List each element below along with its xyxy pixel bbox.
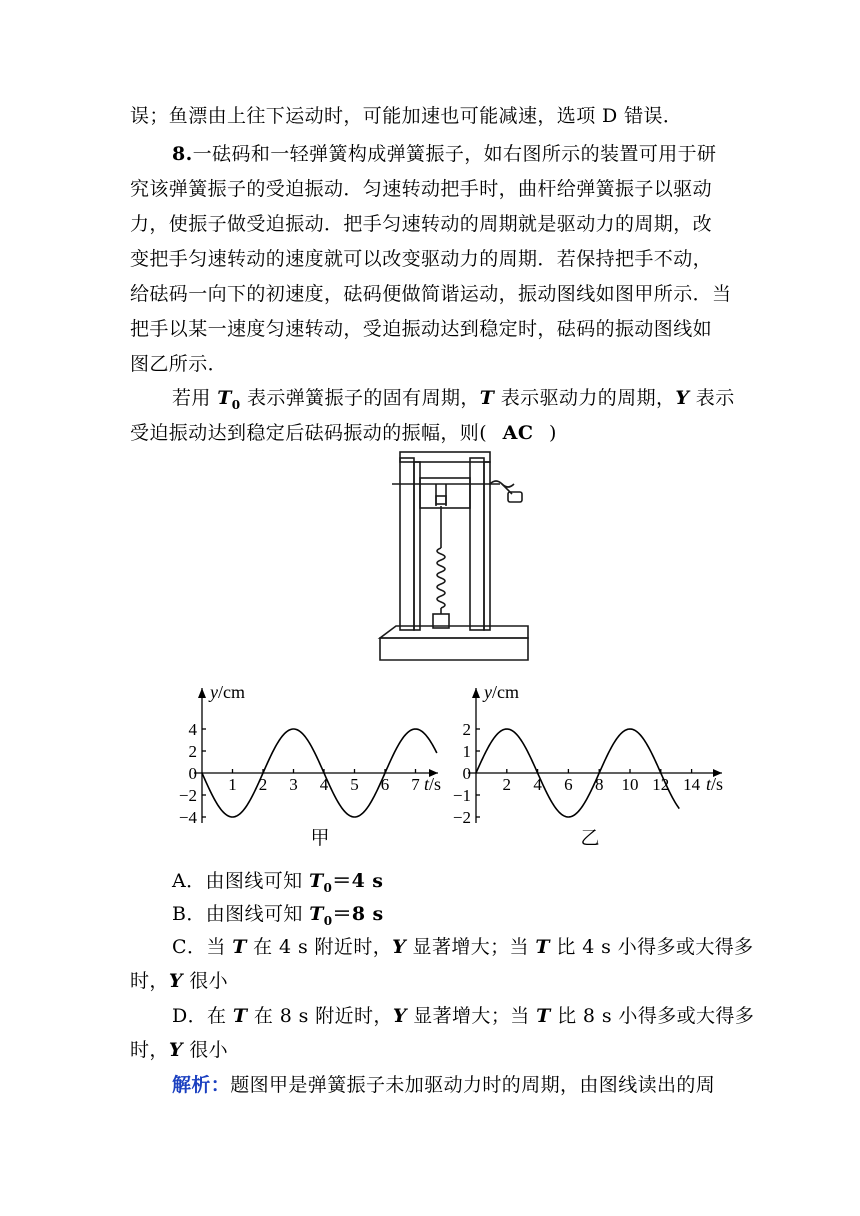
option-b-text: B．由图线可知 (172, 903, 310, 925)
x-tick-label: 12 (652, 775, 670, 794)
subscript: 0 (323, 880, 333, 895)
symbol-T: T (535, 936, 550, 958)
apparatus-figure (370, 448, 540, 670)
option-b (172, 901, 740, 934)
option-a-text: A．由图线可知 (172, 870, 309, 892)
text-run: 表示弹簧振子的固有周期， (240, 387, 480, 409)
y-axis-arrow (472, 688, 480, 698)
text-run: 在 8 s 附近时， (247, 1005, 393, 1027)
x-tick-label: 6 (564, 775, 573, 794)
x-tick-label: 10 (621, 775, 639, 794)
base-top (380, 626, 528, 638)
symbol-T: T (536, 1005, 551, 1027)
x-axis-label: t/s (706, 774, 724, 794)
option-a (172, 868, 740, 901)
y-axis-label: y/cm (210, 682, 245, 702)
question-text: 给砝码一向下的初速度，砝码便做简谐运动，振动图线如图甲所示．当 (130, 283, 732, 305)
question-8-line (172, 141, 740, 167)
crank-block (436, 496, 446, 504)
right-post-side (484, 462, 490, 630)
text-line (130, 420, 740, 446)
chart-jia-axes (179, 682, 441, 849)
y-tick-label: −2 (178, 786, 197, 805)
text-line (130, 281, 740, 307)
analysis-text: 题图甲是弹簧振子未加驱动力时的周期，由图线读出的周 (230, 1074, 716, 1096)
text-line (172, 385, 740, 418)
option-c (172, 934, 754, 960)
text-run: 很小 (182, 970, 229, 992)
question-text: 把手以某一速度匀速转动，受迫振动达到稳定时，砝码的振动图线如 (130, 318, 713, 340)
y-tick-label: 0 (462, 764, 471, 783)
x-tick-label: 5 (350, 775, 359, 794)
x-tick-label: 7 (411, 775, 420, 794)
question-text: 一砝码和一轻弹簧构成弹簧振子，如右图所示的装置可用于研 (192, 143, 717, 165)
x-tick-label: 2 (502, 775, 512, 794)
symbol-T0: T (217, 387, 232, 409)
question-text: 变把手匀速转动的速度就可以改变驱动力的周期．若保持把手不动， (130, 248, 713, 270)
spring (437, 548, 445, 608)
y-tick-label: 0 (188, 764, 197, 783)
text-run: C．当 (172, 936, 233, 958)
text-run: 比 8 s 小得多或大得多 (550, 1005, 755, 1027)
text-run: 很小 (182, 1039, 229, 1061)
y-tick-label: −1 (452, 786, 471, 805)
option-a-value: ＝4 s (332, 870, 384, 892)
y-tick-label: −2 (452, 808, 471, 827)
option-d (172, 1003, 755, 1029)
symbol-Y: Y (675, 387, 690, 409)
text-run: 表示驱动力的周期， (494, 387, 676, 409)
text-line (130, 103, 740, 129)
text-line (130, 176, 740, 202)
text-run: 显著增大；当 (406, 1005, 537, 1027)
symbol-Y: Y (392, 936, 407, 958)
symbol-Y: Y (168, 970, 183, 992)
crank-rod (502, 484, 512, 494)
option-b-value: ＝8 s (332, 903, 384, 925)
y-tick-label: 2 (462, 720, 471, 739)
text-line (130, 316, 740, 342)
x-tick-label: 6 (380, 775, 390, 794)
y-tick-label: −4 (178, 808, 197, 827)
chart-yi (440, 678, 740, 863)
crank-handle (508, 492, 522, 502)
x-tick-label: 1 (228, 775, 237, 794)
text-line (130, 246, 740, 272)
x-axis-label: t/s (424, 774, 442, 794)
symbol-T: T (232, 936, 247, 958)
x-tick-label: 8 (594, 775, 604, 794)
base-front (380, 638, 528, 660)
chart-yi-axes (453, 682, 723, 849)
symbol-Y: Y (168, 1039, 183, 1061)
symbol-T0: T (308, 870, 324, 892)
y-axis-arrow (198, 688, 206, 698)
text-run: ) (549, 422, 557, 444)
x-tick-label: 3 (289, 775, 298, 794)
question-text: 力，使振子做受迫振动．把手匀速转动的周期就是驱动力的周期，改 (130, 213, 713, 235)
subscript: 0 (231, 397, 241, 412)
question-text: 究该弹簧振子的受迫振动．匀速转动把手时，曲杆给弹簧振子以驱动 (130, 178, 713, 200)
chart-caption: 甲 (310, 828, 330, 849)
text-run: 显著增大；当 (406, 936, 536, 958)
answer-blank: AC (502, 422, 534, 444)
analysis-label: 解析： (172, 1074, 231, 1096)
chart-caption: 乙 (580, 828, 600, 849)
option-c-cont (130, 968, 740, 994)
x-tick-label: 14 (683, 775, 701, 794)
option-d-cont (130, 1037, 740, 1063)
text-line (130, 211, 740, 237)
x-tick-label: 4 (533, 775, 542, 794)
subscript: 0 (323, 913, 333, 928)
text-run: 若用 (172, 387, 218, 409)
x-tick-label: 2 (258, 775, 268, 794)
text-run: 在 4 s 附近时， (246, 936, 393, 958)
y-tick-label: 2 (188, 742, 197, 761)
analysis-line (172, 1072, 740, 1098)
symbol-T0: T (309, 903, 324, 925)
text-run: 比 4 s 小得多或大得多 (549, 936, 754, 958)
x-tick-label: 4 (319, 775, 329, 794)
text-run: 时， (130, 970, 169, 992)
text-run: 表示 (689, 387, 735, 409)
chart-jia (176, 678, 446, 863)
question-text: 图乙所示． (130, 353, 228, 375)
y-tick-label: 1 (462, 742, 471, 761)
symbol-Y: Y (392, 1005, 407, 1027)
symbol-T: T (232, 1005, 248, 1027)
y-axis-label: y/cm (484, 682, 519, 702)
left-post-side (414, 462, 420, 630)
text-run: D．在 (172, 1005, 233, 1027)
text-run: 时， (130, 1039, 169, 1061)
y-tick-label: 4 (188, 720, 197, 739)
symbol-T: T (479, 387, 495, 409)
text-run: 受迫振动达到稳定后砝码振动的振幅，则( (130, 422, 488, 444)
question-number: 8. (172, 143, 193, 165)
text-line-1: 误；鱼漂由上往下运动时，可能加速也可能减速，选项 D 错误． (130, 105, 683, 127)
text-line (130, 351, 740, 377)
